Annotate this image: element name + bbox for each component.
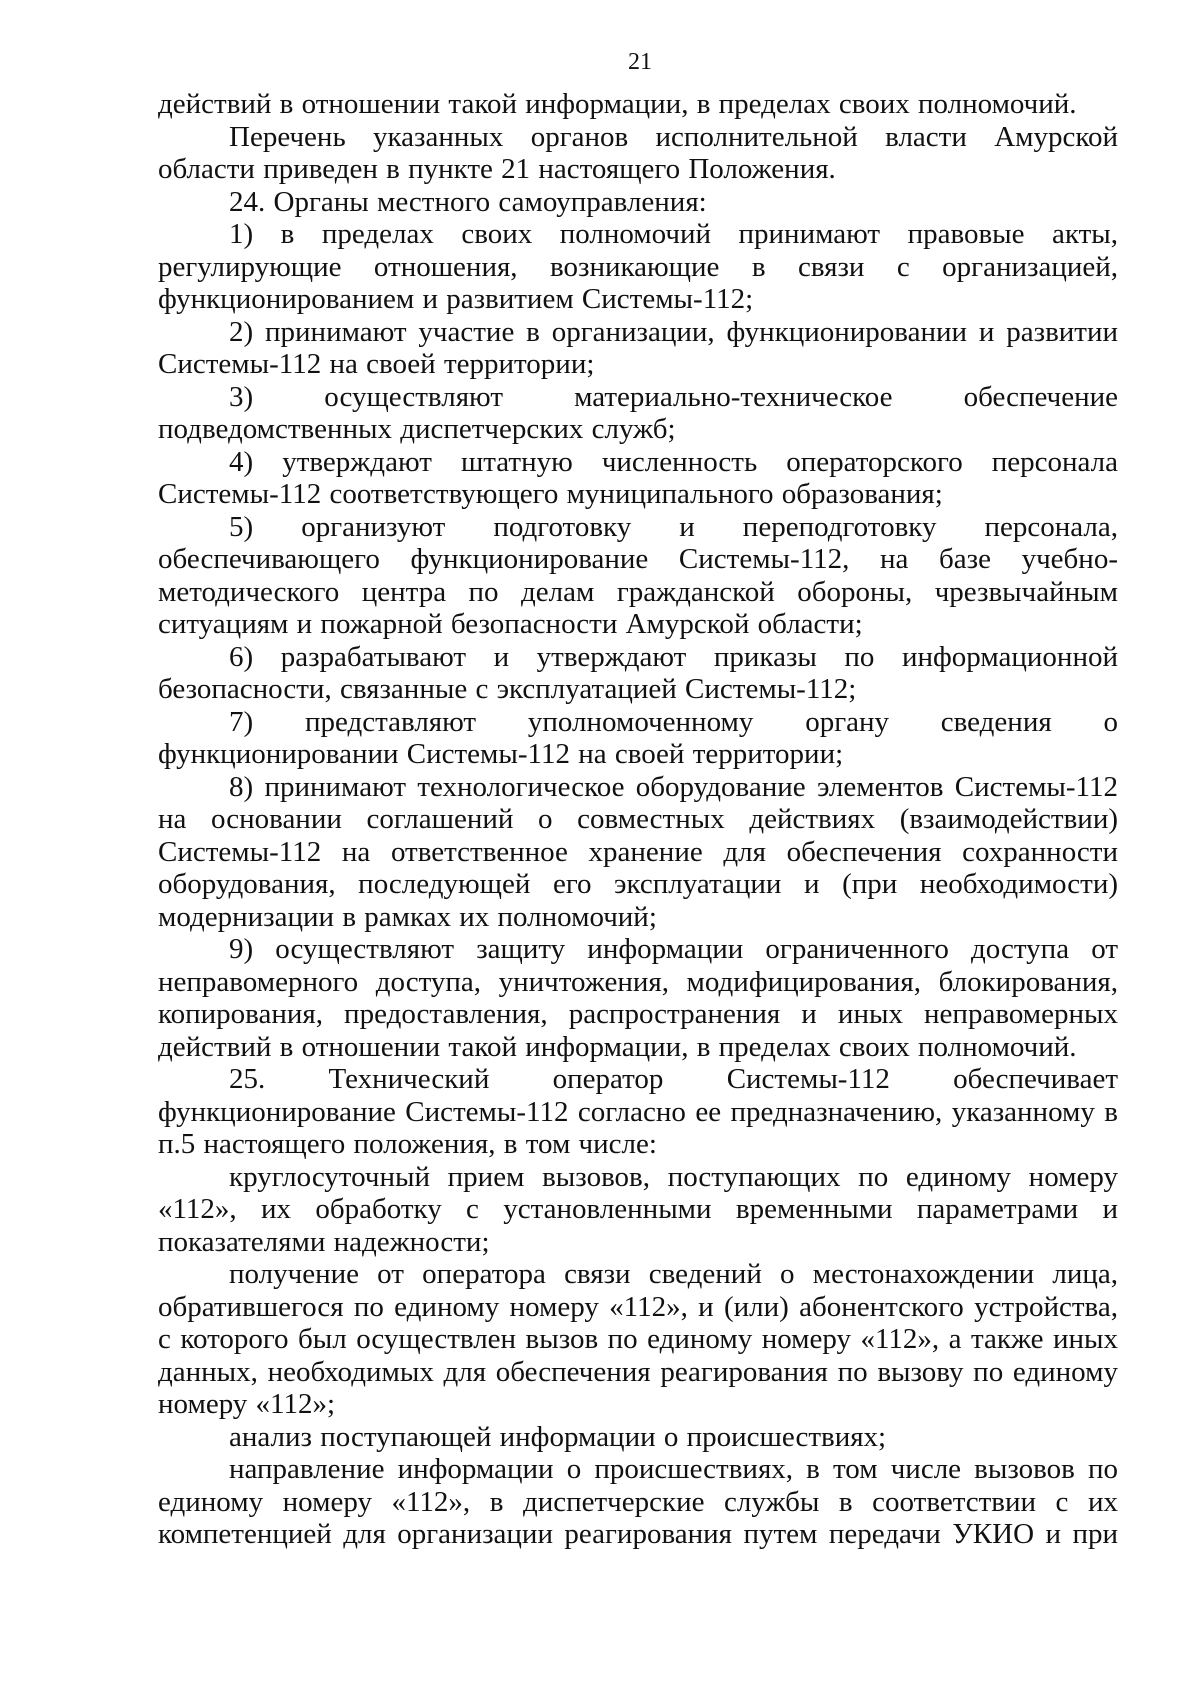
list-item-5: 5) организуют подготовку и переподготовку персонала, обеспечивающего функционирование Системы-112, на базе учебно-методического центра по делам гражданской обороны, чрезвычайным ситуациям и пожарной безопасности Амурской области; <box>158 510 1118 640</box>
list-item-3: 3) осуществляют материально-техническое обеспечение подведомственных диспетчерских служб; <box>158 380 1118 445</box>
duty-analysis: анализ поступающей информации о происшествиях; <box>229 1420 887 1453</box>
list-item-8: 8) принимают технологическое оборудование элементов Системы-112 на основании соглашений о совместных действиях (взаимодействии) Системы-112 на ответственное хранение для обеспечения сохранности оборудования, последующей его эксплуатации и (при необходимости) модернизации в рамках их полномочий; <box>158 770 1118 933</box>
document-body <box>158 88 1118 1551</box>
duty-call-reception: круглосуточный прием вызовов, поступающих по единому номеру «112», их обработку с установленными временными параметрами и показателями надежности; <box>158 1160 1118 1258</box>
list-item-6: 6) разрабатывают и утверждают приказы по информационной безопасности, связанные с эксплуатацией Системы-112; <box>158 640 1118 705</box>
duty-routing: направление информации о происшествиях, в том числе вызовов по единому номеру «112», в диспетчерские службы в соответствии с их компетенцией для организации реагирования путем передачи УКИО и при <box>158 1453 1118 1550</box>
list-item-4: 4) утверждают штатную численность операторского персонала Системы-112 соответствующего муниципального образования; <box>158 445 1118 510</box>
section-heading-25: 25. Технический оператор Системы-112 обеспечивает функционирование Системы-112 согласно ее предназначению, указанному в п.5 настоящего положения, в том числе: <box>158 1063 1118 1160</box>
paragraph-continuation: действий в отношении такой информации, в пределах своих полномочий. <box>158 88 1077 120</box>
section-heading-24: 24. Органы местного самоуправления: <box>229 185 707 218</box>
paragraph-list-reference: Перечень указанных органов исполнительной власти Амурской области приведен в пункте 21 настоящего Положения. <box>158 120 1118 185</box>
list-item-9: 9) осуществляют защиту информации ограниченного доступа от неправомерного доступа, уничтожения, модифицирования, блокирования, копирования, предоставления, распространения и иных неправомерных действий в отношении такой информации, в пределах своих полномочий. <box>158 933 1118 1063</box>
list-item-7: 7) представляют уполномоченному органу сведения о функционировании Системы-112 на своей территории; <box>158 705 1118 770</box>
duty-location-data: получение от оператора связи сведений о местонахождении лица, обратившегося по единому номеру «112», и (или) абонентского устройства, с которого был осуществлен вызов по единому номеру «112», а также иных данных, необходимых для обеспечения реагирования по вызову по единому номеру «112»; <box>158 1258 1118 1420</box>
list-item-2: 2) принимают участие в организации, функционировании и развитии Системы-112 на своей территории; <box>158 315 1118 380</box>
list-item-1: 1) в пределах своих полномочий принимают правовые акты, регулирующие отношения, возникающие в связи с организацией, функционированием и развитием Системы-112; <box>158 218 1118 315</box>
page-number: 21 <box>628 49 652 75</box>
